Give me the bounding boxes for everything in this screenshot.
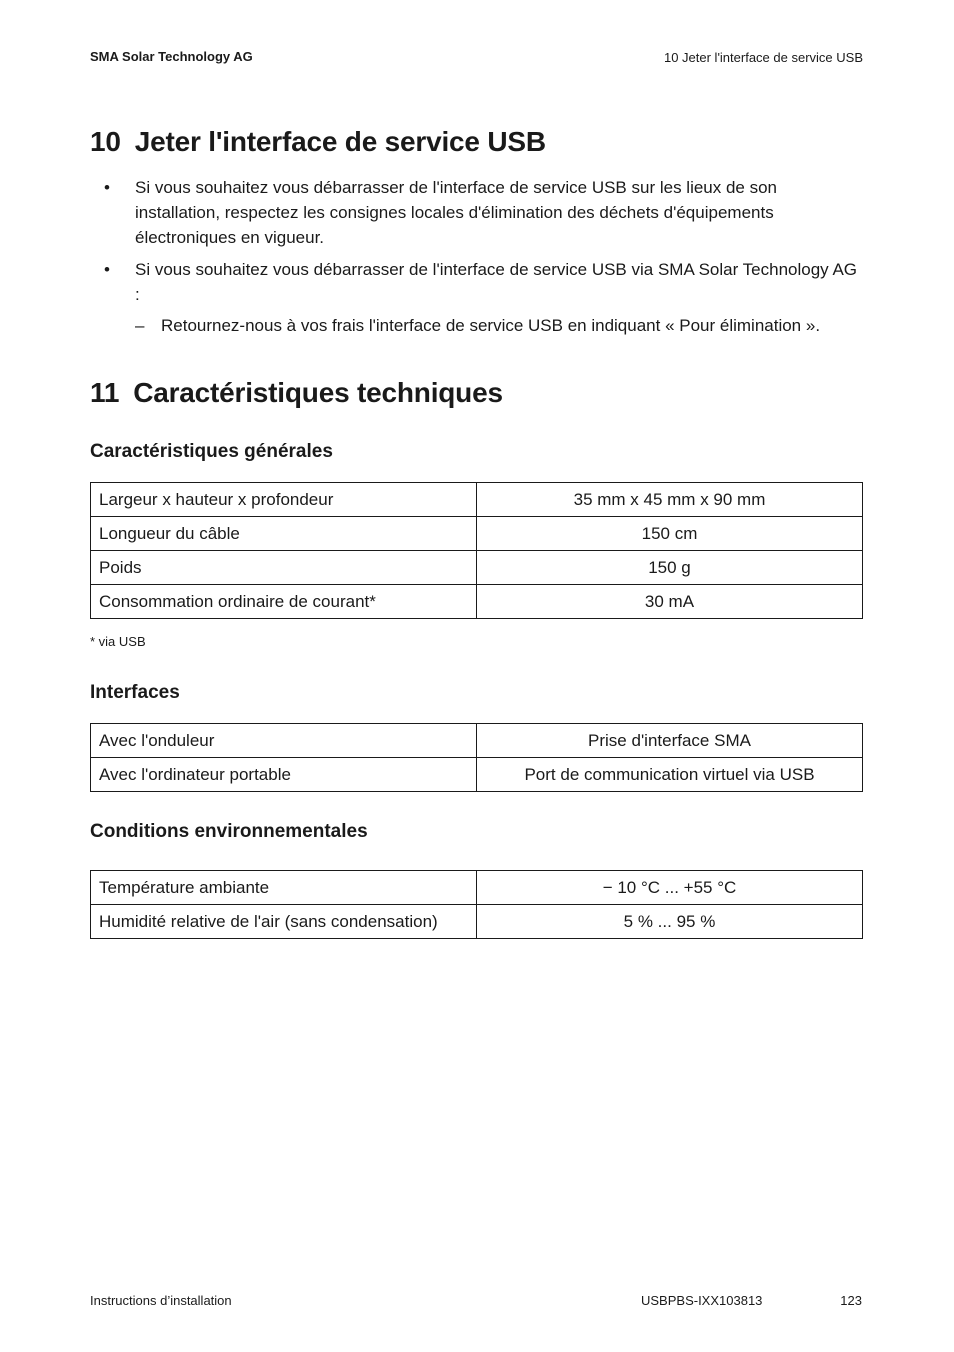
section-10-title: Jeter l'interface de service USB xyxy=(134,126,546,157)
sub-item-text: Retournez-nous à vos frais l'interface de service USB en indiquant « Pour élimination ». xyxy=(161,316,821,335)
bullet-text: Si vous souhaitez vous débarrasser de l'interface de service USB sur les lieux de son installation, respectez les consignes locales d'élimination des déchets d'équipements électroniques en vigueur. xyxy=(135,178,778,247)
row-label: Largeur x hauteur x profondeur xyxy=(91,483,477,517)
dash-mark: – xyxy=(135,316,145,335)
header-section: 10 Jeter l'interface de service USB xyxy=(663,50,863,65)
general-table xyxy=(90,482,863,619)
list-item xyxy=(90,257,862,307)
section-11-heading xyxy=(90,377,503,409)
general-heading: Caractéristiques générales xyxy=(90,441,333,462)
row-value: 150 g xyxy=(477,551,863,585)
row-label: Consommation ordinaire de courant* xyxy=(91,585,477,619)
section-11-title: Caractéristiques techniques xyxy=(133,377,503,408)
table-row xyxy=(91,758,863,792)
row-label: Avec l'onduleur xyxy=(91,724,477,758)
table-row xyxy=(91,483,863,517)
row-value: Prise d'interface SMA xyxy=(477,724,863,758)
row-value: 35 mm x 45 mm x 90 mm xyxy=(477,483,863,517)
environment-heading: Conditions environnementales xyxy=(90,821,368,842)
sub-list-item xyxy=(90,313,862,338)
table-row xyxy=(91,871,863,905)
row-label: Longueur du câble xyxy=(91,517,477,551)
table-row xyxy=(91,585,863,619)
row-label: Humidité relative de l'air (sans condensation) xyxy=(91,905,477,939)
row-value: 5 % ... 95 % xyxy=(477,905,863,939)
bullet-text: Si vous souhaitez vous débarrasser de l'interface de service USB via SMA Solar Technology AG : xyxy=(135,260,858,304)
bullet-mark: • xyxy=(104,260,110,279)
section-10-number: 10 xyxy=(90,126,121,157)
header-company: SMA Solar Technology AG xyxy=(90,49,253,64)
table-row xyxy=(91,724,863,758)
row-value: 150 cm xyxy=(477,517,863,551)
row-label: Poids xyxy=(91,551,477,585)
table-row xyxy=(91,517,863,551)
row-value: − 10 °C ... +55 °C xyxy=(477,871,863,905)
row-value: Port de communication virtuel via USB xyxy=(477,758,863,792)
interfaces-table xyxy=(90,723,863,792)
section-11-number: 11 xyxy=(90,377,120,408)
interfaces-heading: Interfaces xyxy=(90,682,180,703)
footer-doc-code: USBPBS-IXX103813 xyxy=(641,1293,763,1308)
page-number: 123 xyxy=(840,1293,862,1308)
table-row xyxy=(91,551,863,585)
row-value: 30 mA xyxy=(477,585,863,619)
row-label: Avec l'ordinateur portable xyxy=(91,758,477,792)
environment-table xyxy=(90,870,863,939)
list-item xyxy=(90,175,862,250)
section-10-heading xyxy=(90,126,546,158)
row-label: Température ambiante xyxy=(91,871,477,905)
footer-doc-type: Instructions d’installation xyxy=(90,1293,232,1308)
footnote: * via USB xyxy=(90,634,146,649)
bullet-mark: • xyxy=(104,178,110,197)
table-row xyxy=(91,905,863,939)
